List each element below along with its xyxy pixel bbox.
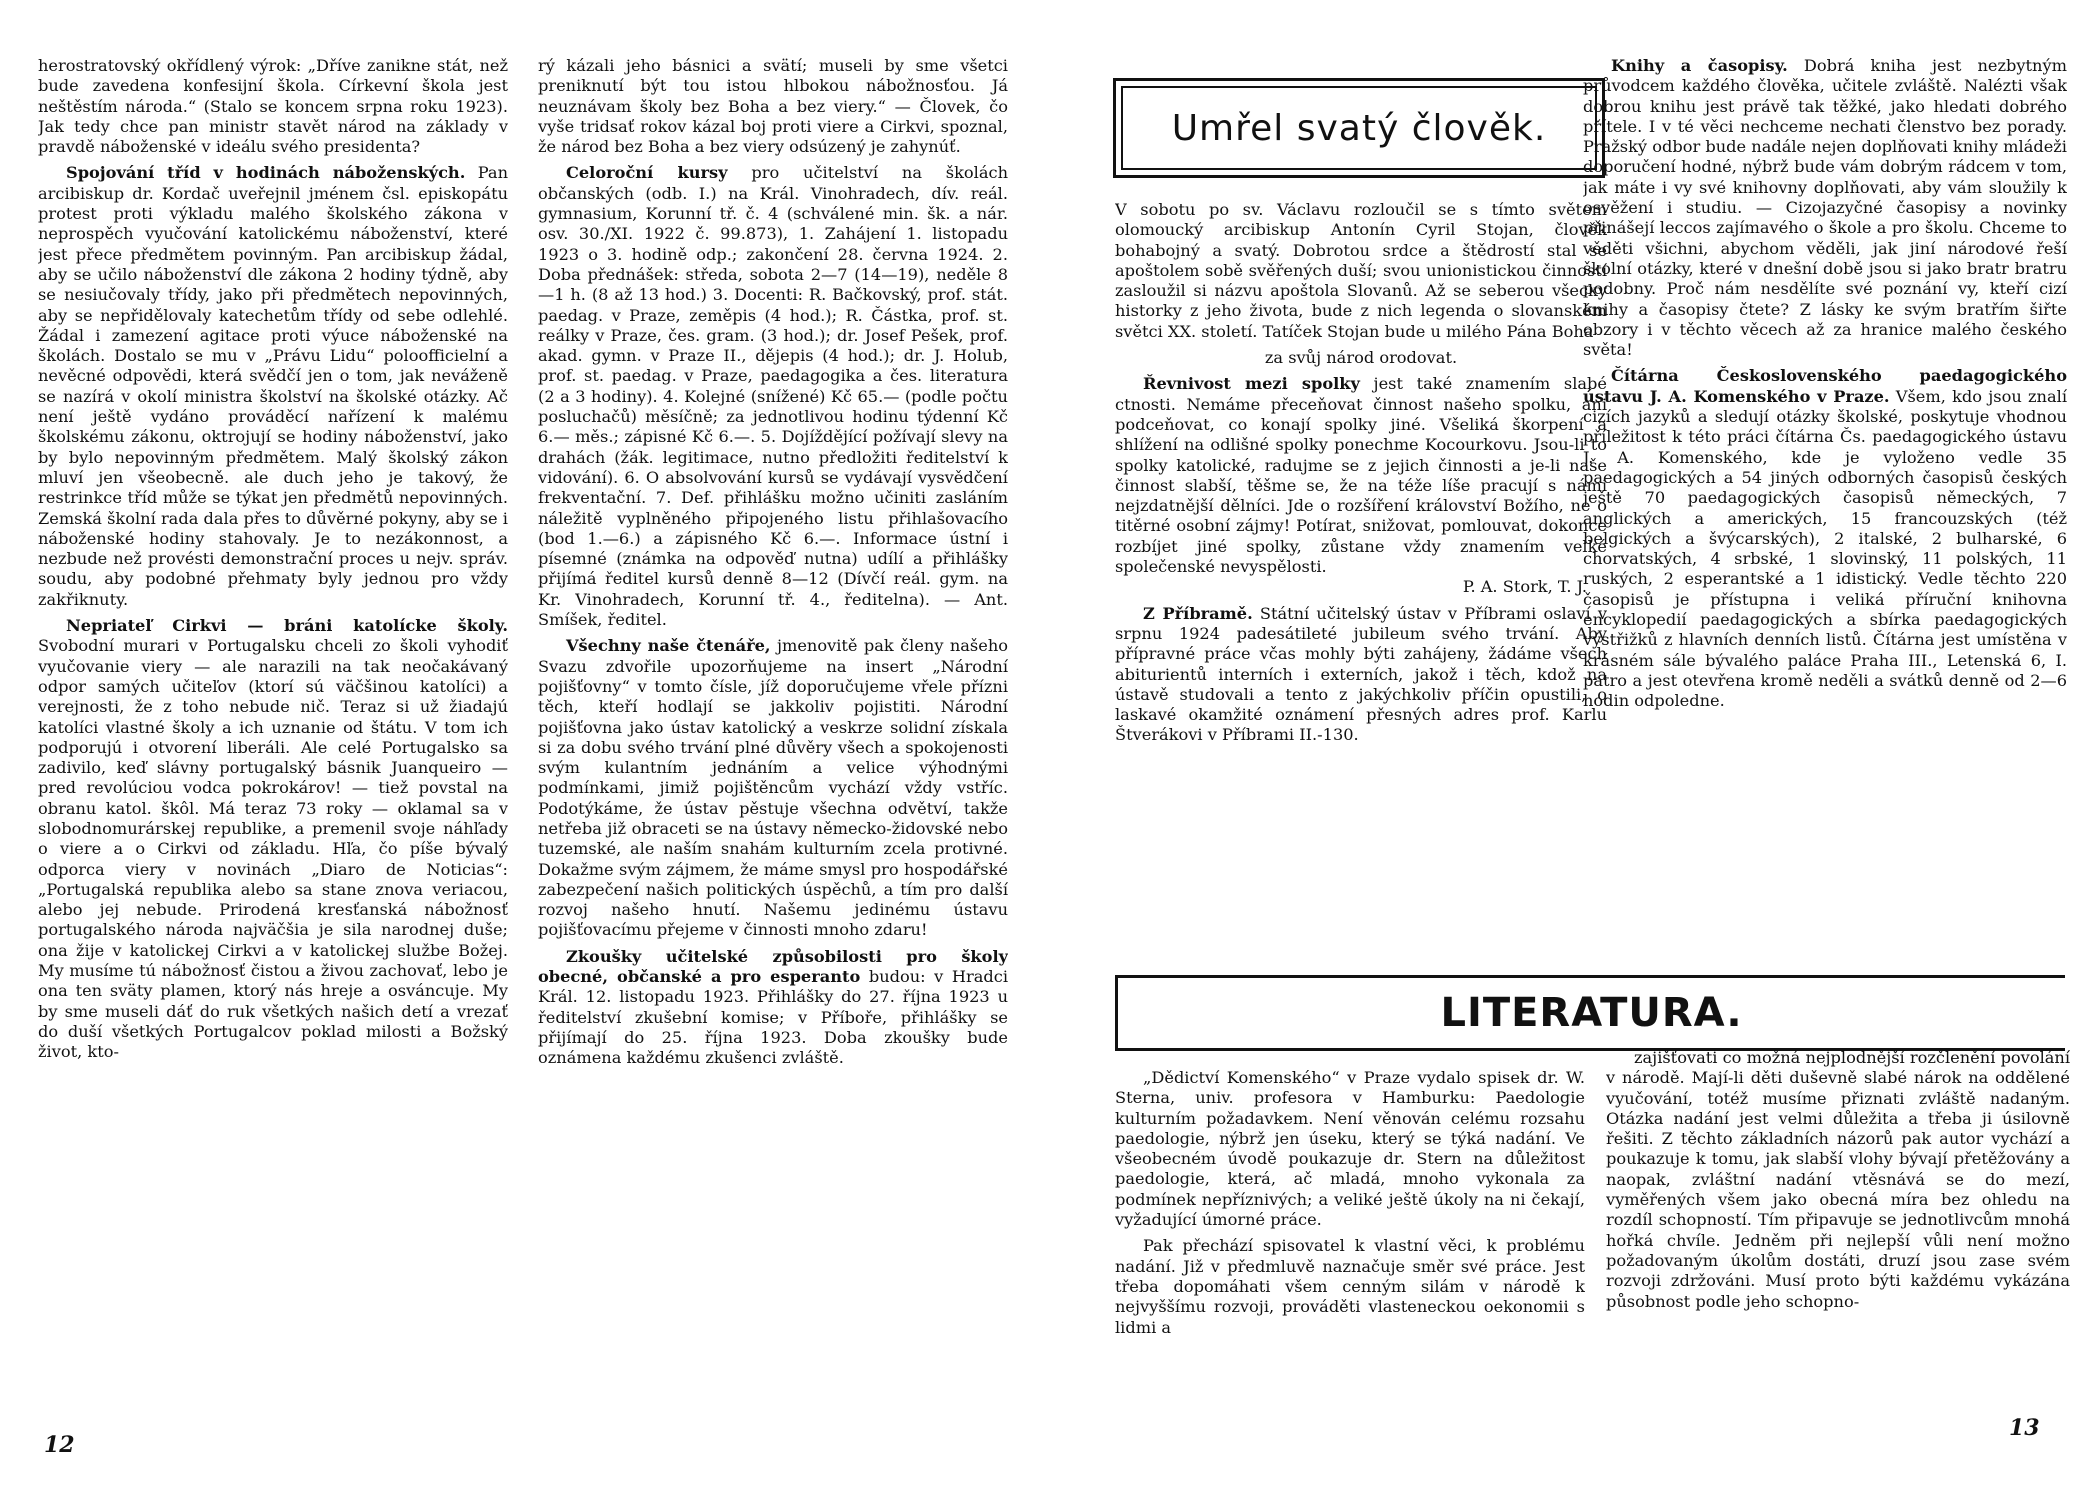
article-paragraph: za svůj národ orodovat. — [1264, 348, 1458, 368]
article-heading: Knihy a časopisy. — [1611, 56, 1788, 75]
article-paragraph — [1115, 374, 1607, 597]
right-page — [1043, 0, 2086, 1500]
article-paragraph — [38, 616, 508, 1063]
article-heading: Řevnivost mezi spolky — [1143, 374, 1360, 394]
obituary-title: Umřel svatý člověk. — [1121, 86, 1597, 170]
article-paragraph — [1115, 604, 1607, 746]
article-body: budou: v Hradci Král. 12. listopadu 1923. Přihlášky do 27. října 1923 u ředitelství zkušební komise; v Příboře, přihlášky se přijímají do 25. října 1923. Doba zkoušky bude oznámena každému zkušenci zvláště. — [538, 967, 1008, 1068]
right-column-1 — [1115, 200, 1607, 950]
right-column-2 — [1583, 56, 2067, 936]
article-paragraph — [1115, 1068, 1585, 1230]
article-heading: Čítárna Československého paedagogického ústavu J. A. Komenského v Praze. — [1583, 366, 2067, 406]
article-paragraph — [538, 163, 1008, 630]
page-number: 13 — [2009, 1415, 2040, 1441]
article-paragraph — [1583, 56, 2067, 360]
article-paragraph — [1583, 366, 2067, 711]
obituary-title-box — [1113, 78, 1605, 178]
article-paragraph — [1606, 1048, 2070, 1312]
article-paragraph — [538, 56, 1008, 157]
article-body: „Dědictví Komenského“ v Praze vydalo spisek dr. W. Sterna, univ. profesora v Hamburku: Paedologie kulturním požadavkem. Není věnován celému rozsahu paedologie, nýbrž jen úseku, který se týká nadání. Ve všeobecném úvodě poukazuje dr. Stern na důležitost paedologie, která, ač mladá, mnoho vykonala za podmínek nepříznivých; a veliké ještě úkoly na ni čekají, vyžadující úmorné práce. — [1115, 1068, 1585, 1230]
literatura-column-2 — [1606, 1048, 2070, 1398]
article-heading: Celoroční kursy — [566, 163, 728, 183]
article-heading: Spojování tříd v hodinách náboženských. — [66, 163, 466, 183]
article-paragraph — [538, 947, 1008, 1069]
literatura-title: LITERATURA. — [1440, 990, 1743, 1036]
article-body: V sobotu po sv. Václavu rozloučil se s tímto světem olomoucký arcibiskup Antonín Cyril Stojan, člověk bohabojný a svatý. Dobrotou srdce a štědrostí stal se apoštolem sobě svěřených duší; svou unionistickou činností zasloužil si názvu apoštola Slovanů. Až se seberou všecky historky z jeho života, bude z nich legenda o slovanském světci XX. století. Tatíček Stojan bude u milého Pána Boha — [1115, 200, 1607, 341]
article-paragraph — [38, 163, 508, 610]
article-paragraph — [38, 56, 508, 157]
article-body: Pak přechází spisovatel k vlastní věci, k problému nadání. Již v předmluvě naznačuje směr své práce. Jest třeba dopomáhati všem cenným silám v národě k nejvyššímu rozvoji, prováděti vlasteneckou oekonomii s lidmi a — [1115, 1236, 1585, 1337]
article-body: zajišťovati co možná nejplodnější rozčlenění povolání v národě. Mají-li děti duševně slabé nárok na oddělené vyučování, totéž musíme přiznati zvláště nadaným. Otázka nadání jest velmi důležita a třeba ji úsilovně řešiti. Z těchto základních názorů pak autor vychází a poukazuje k tomu, jak slabší vlohy bývají přetěžovány a naopak, zvláštní nadání vtěsnává se do mezí, vyměřených všem jako obecná míra bez ohledu na rozdíl schopností. Tím připavuje se jednotlivcům mnohá hořká chvíle. Jedněm při nejlepší vůli není možno požadovaným úkolům dostáti, druzí jsou zase svém rozvoji zdržováni. Musí proto býti každému vykázána působnost podle jeho schopno- — [1606, 1048, 2070, 1311]
article-paragraph — [1115, 1236, 1585, 1337]
article-body: Státní učitelský ústav v Příbrami oslaví v srpnu 1924 padesátileté jubileum svého trvání. Aby přípravné práce včas mohly býti zahájeny, žádáme všech abiturientů interních i externích, jakož i těch, kdož na ústavě studovali a tento z jakýchkoliv příčin opustili, o laskavé okamžité oznámení přesných adres prof. Karlu Štverákovi v Příbrami II.-130. — [1115, 603, 1607, 745]
article-heading: Zkoušky učitelské způsobilosti pro školy obecné, občanské a pro esperanto — [538, 946, 1008, 987]
article-heading: Nepriateľ Cirkvi — bráni katolícke školy. — [66, 616, 508, 636]
article-paragraph — [538, 636, 1008, 940]
article-body: Pan arcibiskup dr. Kordač uveřejnil jménem čsl. episkopátu protest proti výkladu malého školského zákona v neprospěch vyučování katolickému náboženství, které jest přece předmětem povinným. Pan arcibiskup žádal, aby se učilo náboženství dle zákona 2 hodiny týdně, aby se nesiučovaly třídy, jako při předmětech nepovinných, aby se nepřidělovaly katechetům třídy od sebe odlehlé. Žádal i zamezení agitace proti výuce náboženské na školách. Dostalo se mu v „Právu Lidu“ poloofficielní a nevěcné odpovědi, která svědčí jen o tom, jak neváženě se nazírá v okolí ministra školství na školské otázky. Ač není ještě vydáno prováděcí nařízení k malému školskému zákonu, oktrojují se hodiny náboženství, jako by bylo nepovinným předmětem. Malý školský zákon mluví jen všeobecně. ale duch jeho je takový, že restrinkce tříd může se týkat jen předmětů nepovinných. Zemská školní rada dala přes to důvěrné pokyny, aby se i náboženské hodiny stahovaly. Je to nezákonnost, a nezbude než provésti demonstrační proces u nejv. správ. soudu, aby podobné přehmaty byly jednou pro vždy zakřiknuty. — [38, 163, 508, 609]
left-column-2 — [538, 56, 1008, 1446]
literatura-title-box — [1115, 975, 2065, 1051]
article-body: jmenovitě pak členy našeho Svazu zdvořile upozorňujeme na insert „Národní pojišťovny“ v tomto čísle, jíž doporučujeme vřele přízni těch, kteří hodlají se jakkoliv pojistiti. Národní pojišťovna jako ústav katolický a veskrze solidní získala si za dobu svého trvání plné důvěry všech a spokojenosti svým kulantním jednáním a velice výhodnými podmínkami, jimiž pojištěncům vychází vždy vstříc. Podotýkáme, že ústav pěstuje všechna odvětví, takže netřeba již obraceti se na ústavy německo-židovské nebo tuzemské, ale naším snahám kulturním zcela protivné. Dokažme svým zájmem, že máme smysl pro hospodářské zabezpečení našich politických úspěchů, a tím pro další rozvoj našeho hnutí. Našemu jedinému ústavu pojišťovacímu přejeme v činnosti mnoho zdaru! — [538, 636, 1008, 940]
article-body: pro učitelství na školách občanských (odb. I.) na Král. Vinohradech, dív. reál. gymnasium, Korunní tř. č. 4 (schválené min. šk. a nár. osv. 30./XI. 1922 č. 99.873), 1. Zahájení 1. listopadu 1923 o 3. hodině odp.; zakončení 28. června 1924. 2. Doba přednášek: středa, sobota 2—7 (14—19), neděle 8—1 h. (8 až 13 hod.) 3. Docenti: R. Bačkovský, prof. stát. paedag. v Praze, zeměpis (4 hod.); R. Částka, prof. st. reálky v Praze, čes. gram. (3 hod.); dr. Josef Pešek, prof. akad. gymn. v Praze II., dějepis (4 hod.); dr. J. Holub, prof. st. paedag. v Praze, paedagogika a čes. literatura (2 a 3 hodiny). 4. Kolejné (snížené) Kč 65.— (podle počtu posluchačů) měsíčně; za jednotlivou hodinu týdenní Kč 6.— měs.; zápisné Kč 6.—. 5. Dojíždějící požívají slevy na drahách (žák. legitimace, nutno předložiti ředitelství k vidování). 6. O absolvování kursů se vydávají vysvědčení frekventační. 7. Def. přihlášku možno učiniti zasláním náležitě vyplněného připojeného listu přihlašovacího (bod 1.—6.) a zápisného Kč 6.—. Informace ústní i písemné (známka na odpověď nutna) udílí a přihlášky přijímá ředitel kursů denně 8—12 (Dívčí reál. gym. na Kr. Vinohradech, Korunní tř. 4., ředitelna). — Ant. Smíšek, ředitel. — [538, 163, 1008, 630]
article-body: Všem, kdo jsou znalí cizích jazyků a sledují otázky školské, poskytuje vhodnou příležitost k této práci čítárna Čs. paedagogického ústavu J. A. Komenského, kde je vyloženo vedle 35 paedagogických a 54 jiných odborných časopisů českých ještě 70 paedagogických časopisů německých, 7 anglických a amerických, 15 francouzských (též belgických a švýcarských), 2 italské, 2 bulharské, 6 chorvatských, 4 srbské, 1 slovinský, 11 polských, 11 ruských, 2 esperantské a 1 idistický. Vedle těchto 220 časopisů je přístupna i veliká příruční knihovna encyklopedií paedagogických a sbírka paedagogických výstřižků z hlavních denních listů. Čítárna jest umístěna v krásném sále bývalého paláce Praha III., Letenská 6, I. patro a jest otevřena kromě neděli a svátků denně od 2—6 hodin odpoledne. — [1583, 386, 2067, 711]
page-number: 12 — [44, 1432, 75, 1458]
article-body: jest také znamením slabé ctnosti. Nemáme přeceňovat činnost našeho spolku, ani podceňovat, co konají spolky jiné. Všeliká škorpení a shlížení na odlišné spolky ponechme Kocourkovu. Jsou-li to spolky katolické, radujme se z jejich činnosti a je-li naše činnost slabší, těšme se, že na téže líše pracují s námi nejzdatnější dělníci. Jde o rozšíření království Božího, ne o titěrné osobní zájmy! Potírat, snižovat, pomlouvat, dokonce rozbíjet jiné spolky, zůstane vždy znamením velké společenské nevyspělosti. — [1115, 374, 1607, 577]
article-body: rý kázali jeho básnici a svätí; museli by sme všetci preniknutí být tou istou hlbokou nábožnosťou. Já neuznávam školy bez Boha a bez viery.“ — Človek, čo vyše tridsať rokov kázal boj proti viere a Cirkvi, spoznal, že národ bez Boha a bez viery odsúzený je zahynúť. — [538, 56, 1008, 157]
article-paragraph — [1115, 200, 1607, 342]
left-column-1 — [38, 56, 508, 1446]
article-body: herostratovský okřídlený výrok: „Dříve zanikne stát, než bude zavedena konfesijní škola. Církevní škola jest neštěstím národa.“ (Stalo se koncem srpna roku 1923). Jak tedy chce pan ministr stavět národ na základy v pravdě náboženské v ideálu svého presidenta? — [38, 56, 508, 157]
article-signature: P. A. Stork, T. J. — [1462, 577, 1587, 597]
article-heading: Z Příbramě. — [1143, 603, 1253, 623]
article-heading: Všechny naše čtenáře, — [566, 636, 771, 656]
article-body: Svobodní murari v Portugalsku chceli zo školi vyhodiť vyučovanie viery — ale narazili na tak neočakávaný odpor samých učiteľov (ktorí sú väčšinou katolíci) a verejnosti, že z toho nebude nič. Teraz si už žiadajú katolíci vlastné školy a ich uznanie od štátu. V tom ich podporujú i otvorení liberáli. Ale celé Portugalsko sa zadivilo, keď slávny portugalský básnik Juanqueiro — pred revolúciou vodca pokrokárov! — tiež povstal na obranu katol. škôl. Má teraz 73 roky — oklamal sa v slobodnomurárskej republike, a premenil svoje náhľady o viere a o Cirkvi od základu. Hľa, čo píše bývalý odporca viery v novinách „Diaro de Noticias“: „Portugalská republika alebo sa stane znova veriacou, alebo jej nebude. Prirodená kresťanská nábožnosť portugalského národa najväčšia je sila narodnej duše; ona žije v katolickej Cirkvi a v katolickej službe Božej. My musíme tú nábožnosť čistou a živou zachovať, lebo je ona ten sväty plamen, ktorý nás hreje a osváncuje. My by sme museli dáť do ruk všetkých našich detí a vrezať do duší všetkých Portugalcov poklad milosti a Božský život, kto- — [38, 636, 508, 1062]
literatura-column-1 — [1115, 1068, 1585, 1398]
article-body: Dobrá kniha jest nezbytným průvodcem každého člověka, učitele zvláště. Nalézti však dobrou knihu jest právě tak těžké, jako hledati dobrého přítele. I v té věci nechceme nechati členstvo bez porady. Pražský odbor bude nadále nejen doplňovati knihy mládeži doporučení hodné, nýbrž bude vám dobrým rádcem v tom, jak máte i vy své knihovny doplňovati, aby vám sloužily k osvěžení i studiu. — Cizojazyčné časopisy a novinky přinášejí leccos zajímavého o škole a pro školu. Chceme to věděti všichni, abychom věděli, jak jiní národové řeší školní otázky, které v dnešní době jsou si jako bratr bratru podobny. Proč nám nesdělíte své poznání vy, kteří cizí knihy a časopisy čtete? Z lásky ke svým bratřím šiřte obzory i v těchto věcech až za hranice malého českého světa! — [1583, 56, 2067, 360]
